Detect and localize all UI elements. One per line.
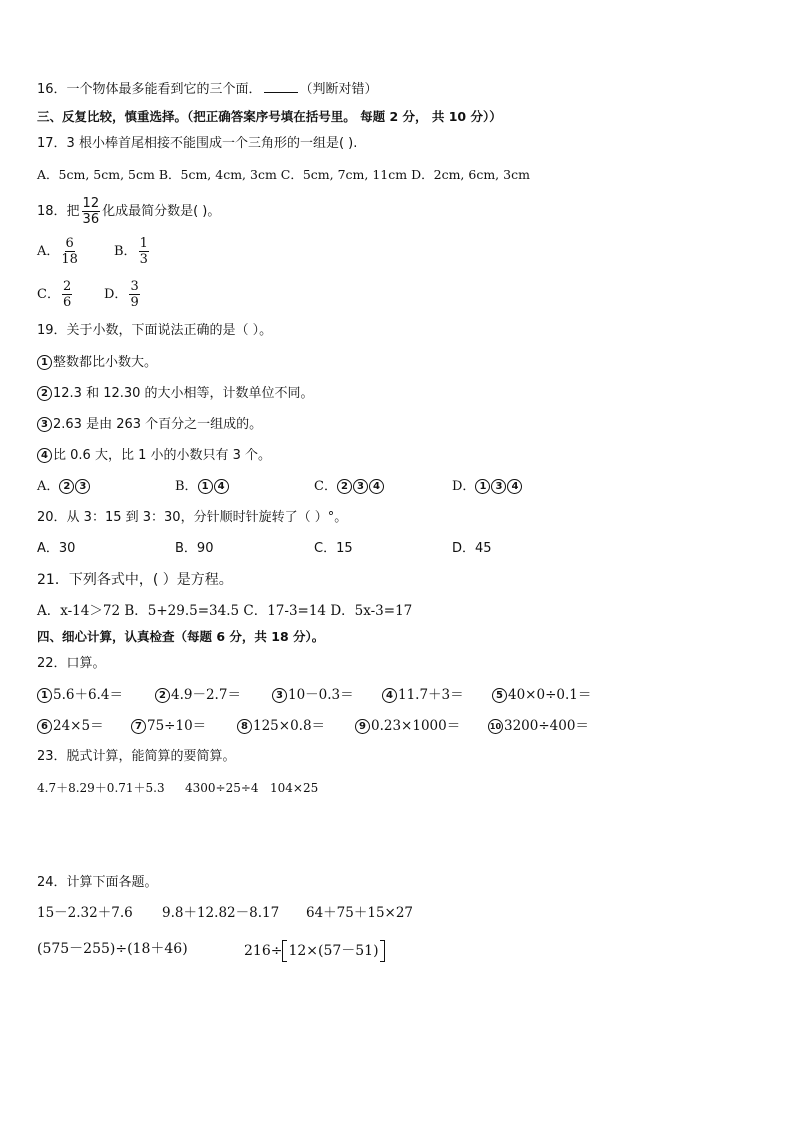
q19-statement-2: 2 12.3 和 12.30 的大小相等，计数单位不同。 <box>37 385 314 403</box>
question-22: 22．口算。 <box>37 656 106 671</box>
oral-calc-item: 1 5.6＋6.4＝ <box>37 686 123 704</box>
q23-expr-1: 4.7＋8.29＋0.71＋5.3 <box>37 781 165 795</box>
answer-blank[interactable] <box>264 80 298 93</box>
q20-option-b[interactable]: B．90 <box>175 541 214 556</box>
q19-option-a[interactable]: A． 2 3 <box>37 478 91 496</box>
circled-number-icon: 3 <box>272 688 287 703</box>
q19-statement-1: 1 整数都比小数大。 <box>37 354 157 372</box>
question-16 <box>37 80 378 99</box>
oral-calc-item: 5 40×0÷0.1＝ <box>492 686 591 704</box>
question-19: 19．关于小数，下面说法正确的是（ ）。 <box>37 323 273 338</box>
q21-options: A．x-14＞72 B．5+29.5=34.5 C．17-3=14 D．5x-3=17 <box>37 603 413 619</box>
q24-expr-5: 216÷ 12×(57－51) <box>244 940 385 962</box>
circled-number-icon: 6 <box>37 719 52 734</box>
q19-option-d[interactable]: D． 1 3 4 <box>452 478 523 496</box>
circled-number-icon: 8 <box>237 719 252 734</box>
q17-options: A．5cm, 5cm, 5cm B．5cm, 4cm, 3cm C．5cm, 7cm, 11cm D．2cm, 6cm, 3cm <box>37 167 530 182</box>
q24-expr-2: 9.8＋12.82－8.17 <box>162 905 280 921</box>
question-24: 24．计算下面各题。 <box>37 875 158 890</box>
circled-number-icon: 4 <box>37 448 52 463</box>
section-3-heading: 三、反复比较，慎重选择。（把正确答案序号填在括号里。 每题 2 分， 共 10 分）） <box>37 109 502 124</box>
q16-hint: （判断对错） <box>299 82 378 97</box>
oral-calc-item: 3 10－0.3＝ <box>272 686 354 704</box>
q18-option-a[interactable]: A． $\frac{6}{18}$ <box>37 236 78 267</box>
q18-option-b[interactable]: B． $\frac{1}{3}$ <box>114 236 148 267</box>
q18-option-d[interactable]: D． $\frac{3}{9}$ <box>104 279 139 310</box>
q18-option-c[interactable]: C． $\frac{2}{6}$ <box>37 279 72 310</box>
right-bracket-icon <box>380 940 385 962</box>
question-17: 17．3 根小棒首尾相接不能围成一个三角形的一组是( ). <box>37 136 358 151</box>
circled-number-icon: 9 <box>355 719 370 734</box>
circled-number-icon: 7 <box>131 719 146 734</box>
section-4-heading: 四、细心计算，认真检查（每题 6 分，共 18 分）。 <box>37 629 325 644</box>
circled-number-icon: 4 <box>382 688 397 703</box>
oral-calc-item: 6 24×5＝ <box>37 717 104 735</box>
oral-calc-item: 9 0.23×1000＝ <box>355 717 460 735</box>
left-bracket-icon <box>282 940 287 962</box>
q19-statement-4: 4 比 0.6 大，比 1 小的小数只有 3 个。 <box>37 447 271 465</box>
q23-expr-3: 104×25 <box>270 781 319 795</box>
q19-option-b[interactable]: B． 1 4 <box>175 478 230 496</box>
question-21: 21．下列各式中，( ）是方程。 <box>37 572 233 588</box>
oral-calc-item: 2 4.9－2.7＝ <box>155 686 241 704</box>
q24-expr-4: (575－255)÷(18＋46) <box>37 941 188 957</box>
oral-calc-item: 7 75÷10＝ <box>131 717 206 735</box>
q20-option-c[interactable]: C．15 <box>314 541 353 556</box>
circled-number-icon: 1 <box>37 355 52 370</box>
circled-number-icon: 3 <box>37 417 52 432</box>
q24-expr-3: 64＋75＋15×27 <box>306 905 414 921</box>
circled-number-icon: 10 <box>488 719 503 734</box>
circled-number-icon: 5 <box>492 688 507 703</box>
fraction-12-36: $\frac{12}{36}$ <box>82 196 100 227</box>
q16-text: 16．一个物体最多能看到它的三个面． <box>37 82 262 97</box>
q18-prefix: 18．把 <box>37 204 80 219</box>
circled-number-icon: 1 <box>37 688 52 703</box>
q18-suffix: 化成最简分数是( )。 <box>102 204 221 219</box>
question-18 <box>37 196 220 227</box>
circled-number-icon: 2 <box>37 386 52 401</box>
q20-option-d[interactable]: D．45 <box>452 541 492 556</box>
q19-statement-3: 3 2.63 是由 263 个百分之一组成的。 <box>37 416 262 434</box>
oral-calc-item: 8 125×0.8＝ <box>237 717 325 735</box>
oral-calc-item: 10 3200÷400＝ <box>489 718 589 734</box>
q19-option-c[interactable]: C． 2 3 4 <box>314 478 385 496</box>
circled-number-icon: 2 <box>155 688 170 703</box>
q24-expr-1: 15－2.32＋7.6 <box>37 905 133 921</box>
question-23: 23．脱式计算，能简算的要简算。 <box>37 749 236 764</box>
oral-calc-item: 4 11.7＋3＝ <box>382 686 464 704</box>
question-20: 20．从 3：15 到 3：30，分针顺时针旋转了（ ）°。 <box>37 510 348 525</box>
q20-option-a[interactable]: A．30 <box>37 541 76 556</box>
q23-expr-2: 4300÷25÷4 <box>185 781 259 795</box>
